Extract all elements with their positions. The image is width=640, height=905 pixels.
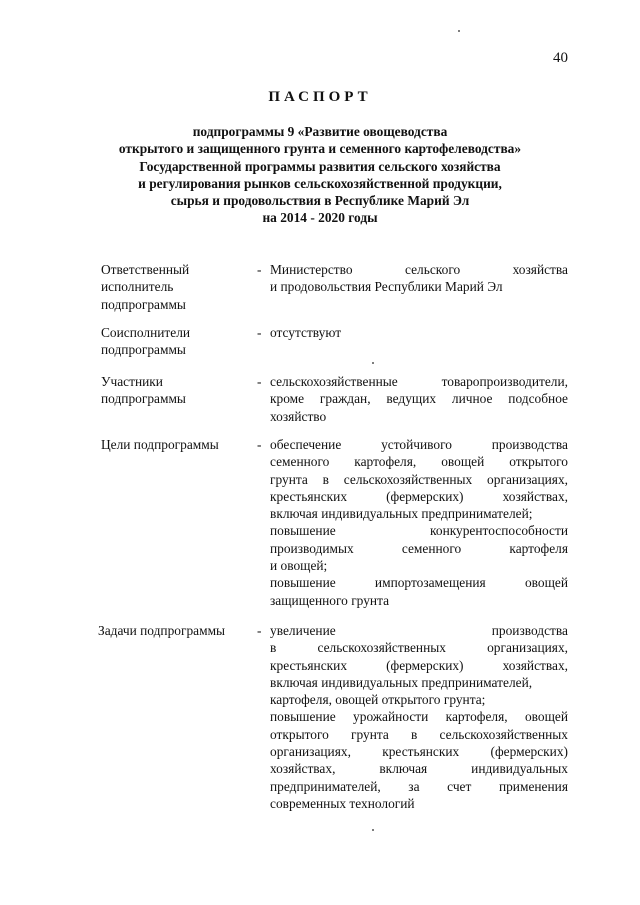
content-line: сельскохозяйственные товаропроизводители, xyxy=(270,374,568,389)
content-line: крестьянских (фермерских) хозяйствах, xyxy=(270,488,568,504)
content-line: семенного картофеля, овощей открытого xyxy=(270,454,568,470)
content-line: включая индивидуальных предпринимателей, xyxy=(270,674,533,690)
label-line: исполнитель xyxy=(101,279,174,295)
scan-speck xyxy=(372,362,374,364)
page-number: 40 xyxy=(553,50,568,66)
content-line: организациях, крестьянских (фермерских) xyxy=(270,744,568,760)
subtitle-line: сырья и продовольствия в Республике Марий Эл xyxy=(170,193,470,209)
content-line: предпринимателей, за счет применения xyxy=(270,778,568,794)
content-line: защищенного грунта xyxy=(270,592,390,608)
content-line: и продовольствия Республики Марий Эл xyxy=(270,279,503,295)
label-line: Цели подпрограммы xyxy=(101,437,219,452)
content-line: отсутствуют xyxy=(270,325,342,340)
content-line: открытого грунта в сельскохозяйственных xyxy=(270,726,568,742)
row-content xyxy=(270,622,568,812)
subtitle-line: Государственной программы развития сельского хозяйства xyxy=(139,158,501,174)
content-line: повышение импортозамещения овощей xyxy=(270,575,568,591)
label-line: подпрограммы xyxy=(101,296,186,312)
scan-speck xyxy=(372,829,374,831)
row-content xyxy=(270,261,568,296)
row-label xyxy=(101,436,251,453)
content-line: и овощей; xyxy=(270,558,328,574)
row-label xyxy=(98,622,258,639)
content-line: производимых семенного картофеля xyxy=(270,540,568,556)
content-line: Министерство сельского хозяйства xyxy=(270,262,568,277)
row-content xyxy=(270,436,568,609)
row-dash: - xyxy=(257,623,262,638)
label-line: подпрограммы xyxy=(101,342,186,358)
subtitle-line: и регулирования рынков сельскохозяйственной продукции, xyxy=(138,175,502,191)
label-line: Соисполнители xyxy=(101,325,191,340)
content-line: хозяйствах, включая индивидуальных xyxy=(270,761,568,777)
content-line: крестьянских (фермерских) хозяйствах, xyxy=(270,657,568,673)
row-content xyxy=(270,373,568,425)
content-line: современных технологий xyxy=(270,795,415,811)
subtitle-line: открытого и защищенного грунта и семенного картофелеводства» xyxy=(118,141,522,157)
row-dash: - xyxy=(257,262,262,277)
row-label xyxy=(101,324,251,359)
scan-speck xyxy=(458,30,460,32)
content-line: включая индивидуальных предпринимателей; xyxy=(270,506,533,522)
document-title: ПАСПОРТ xyxy=(268,89,372,105)
row-dash: - xyxy=(257,437,262,452)
label-line: Участники xyxy=(101,374,163,389)
subtitle-line: подпрограммы 9 «Развитие овощеводства xyxy=(192,124,448,139)
content-line: хозяйство xyxy=(270,408,327,424)
content-line: повышение конкурентоспособности xyxy=(270,523,568,539)
content-line: кроме граждан, ведущих личное подсобное xyxy=(270,391,568,407)
label-line: Ответственный xyxy=(101,262,190,277)
content-line: увеличение производства xyxy=(270,623,568,638)
row-dash: - xyxy=(257,325,262,340)
label-line: Задачи подпрограммы xyxy=(98,623,226,638)
content-line: обеспечение устойчивого производства xyxy=(270,437,568,452)
row-label xyxy=(101,373,251,408)
row-content xyxy=(270,324,568,341)
content-line: в сельскохозяйственных организациях, xyxy=(270,640,568,656)
label-line: подпрограммы xyxy=(101,391,186,407)
row-dash: - xyxy=(257,374,262,389)
content-line: картофеля, овощей открытого грунта; xyxy=(270,692,486,708)
content-line: повышение урожайности картофеля, овощей xyxy=(270,709,568,725)
subtitle-line: на 2014 - 2020 годы xyxy=(262,210,378,226)
content-line: грунта в сельскохозяйственных организациях, xyxy=(270,471,568,487)
row-label xyxy=(101,261,251,313)
